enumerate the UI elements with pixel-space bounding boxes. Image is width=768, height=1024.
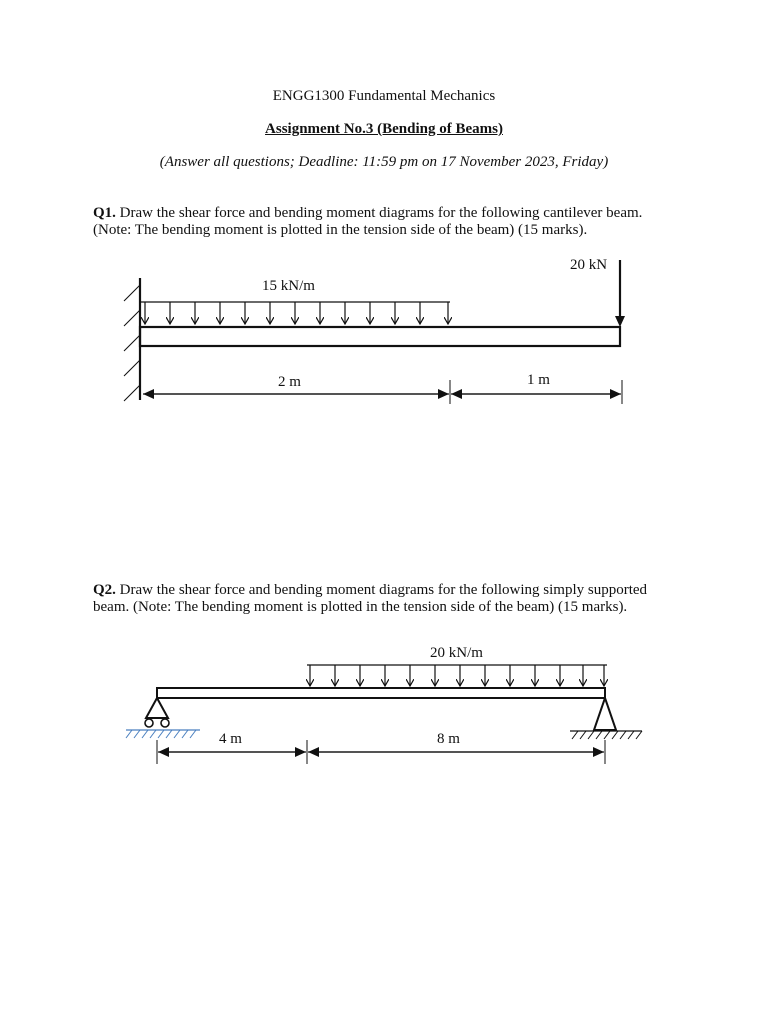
- question-2-number: Q2.: [93, 582, 116, 598]
- pin-support: [570, 698, 642, 739]
- assignment-title: Assignment No.3 (Bending of Beams): [265, 121, 503, 137]
- question-2-line-2: beam. (Note: The bending moment is plotted in the tension side of the beam) (15 marks).: [93, 599, 628, 615]
- question-1-line-2: (Note: The bending moment is plotted in the tension side of the beam) (15 marks).: [93, 222, 588, 238]
- distributed-load-label: 15 kN/m: [262, 278, 315, 294]
- span-left-label: 2 m: [278, 374, 301, 390]
- span-left-label-2: 4 m: [219, 731, 242, 747]
- roller-support: [126, 698, 200, 738]
- simply-supported-beam-diagram: [126, 645, 642, 764]
- span-right-label: 1 m: [527, 372, 550, 388]
- cantilever-beam: [140, 327, 620, 346]
- question-1-number: Q1.: [93, 205, 116, 221]
- course-title: ENGG1300 Fundamental Mechanics: [272, 88, 496, 104]
- udl-arrows: [145, 302, 448, 324]
- distributed-load-label-2: 20 kN/m: [430, 645, 483, 661]
- question-1-text: Draw the shear force and bending moment diagrams for the following cantilever beam.: [115, 205, 643, 221]
- cantilever-beam-diagram: [124, 257, 625, 404]
- fixed-support-hatching: [124, 285, 140, 401]
- instructions: (Answer all questions; Deadline: 11:59 pm on 17 November 2023, Friday): [159, 154, 609, 170]
- point-load-arrowhead: [615, 316, 625, 327]
- point-load-label: 20 kN: [570, 257, 608, 273]
- udl-arrows-2: [310, 665, 604, 686]
- simply-supported-beam: [157, 688, 605, 698]
- question-2-text: Draw the shear force and bending moment diagrams for the following simply supported: [115, 582, 648, 598]
- span-right-label-2: 8 m: [437, 731, 460, 747]
